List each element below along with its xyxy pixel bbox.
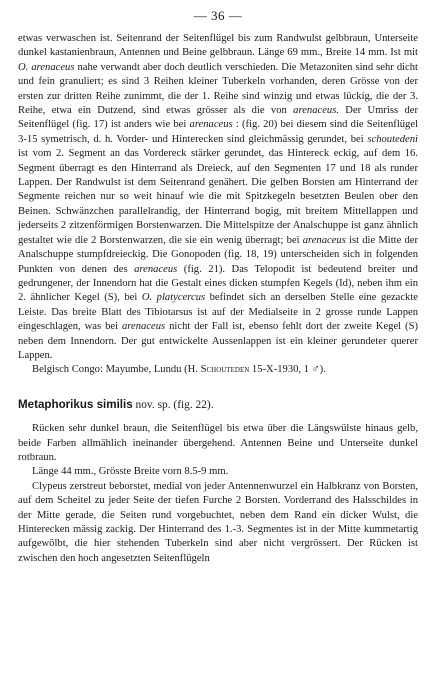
paragraph-measurements: Länge 44 mm., Grösste Breite vorn 8.5-9 mm. <box>32 466 229 478</box>
text-run: etwas verwaschen ist. Seitenrand der Seitenflügel bis zum Randwulst gelbbraun, Unterseite dunkel kastanienbraun, Antennen und Beine gelbbraun. Länge 69 mm., Breite 14 mm. Ist mit <box>18 33 418 59</box>
species-heading <box>18 398 418 412</box>
italic-taxon: arenaceus <box>302 234 346 246</box>
text-run: (fig. 21). Das Telopodit ist bedeutend breiter und gedrungener, der Innendorn hat die Gestalt eines dicken stumpfen Kegels (Id), neben ihm ein 2. ähnlicher Kegel (S), bei <box>18 263 418 304</box>
paragraph-coloration: Rücken sehr dunkel braun, die Seitenflügel bis etwa über die Längswülste hinaus gelb, beide Farben allmählich ineinander übergehend. Antennen Beine und Unterseite dunkel rotbraun. <box>18 423 418 463</box>
locality-date: 15-X-1930, 1 ♂). <box>249 364 326 376</box>
italic-taxon: arenaceus <box>134 263 178 275</box>
italic-taxon: O. arenaceus <box>18 61 75 73</box>
text-run: ist die Mitte der Analschuppe stumpfdreieckig. Die Gonopoden (fig. 18, 19) unterscheiden sich in folgenden Punkten von denen des <box>18 234 418 275</box>
italic-taxon: arenaceus <box>122 321 166 333</box>
italic-taxon: O. platycercus <box>141 292 206 304</box>
text-run: Der Umriss der Seitenflügel (fig. 17) ist anders wie bei <box>18 105 418 131</box>
text-run: ist vom 2. Segment an das Vordereck stärker gerundet, das Hintereck eckig, auf dem 16. Segment überragt es den Hinterrand als Dreieck, auf den Segmenten 17 und 18 als runder Lappen. Der Randwulst ist dem Seitenrand genähert. Die gelben Borsten am Hinterrand der Segmente reichen nur so weit hinauf wie die mit Spitzkegeln besetzten Beulen ober den Beinen. Schwänzchen parallelrandig, der Hinterrand bogig, mit breitem Mittellappen und jederseits 2 zitzenförmigen Borstenwarzen. Die Mittelspitze der Analschuppe ist ganz ähnlich gestaltet wie die 2 Borstenwarzen, die sie ein wenig überragt; bei <box>18 148 418 246</box>
collector-name: Schouteden <box>200 364 250 376</box>
italic-taxon: arenaceus. <box>293 105 339 117</box>
italic-taxon: arenaceus <box>189 119 233 131</box>
italic-taxon: schoutedeni <box>367 133 418 145</box>
text-run: nicht der Fall ist, ebenso fehlt dort der zweite Kegel (S) neben dem Innendorn. Der gut entwickelte Aussenlappen ist ein kleiner gerundeter querer Lappen. <box>18 321 419 361</box>
text-run: nahe verwandt aber doch deutlich verschieden. Die Metazoniten sind sehr dicht und fein granuliert; es sind 3 Reihen kleiner Tuberkeln vorhanden, deren Grösse von der ersten zur dritten Reihe zunimmt, die der 1. Reihe sind winzig und etwas lückig, die der 3. Reihe, etwa ein Dutzend, sind etwas grösser als die von <box>18 61 419 117</box>
species-name: Metaphorikus similis <box>18 397 133 411</box>
text-run: : (fig. 20) bei diesem sind die Seitenflügel 3-15 symetrisch, d. h. Vorder- und Hinterecken sind gleichmässig gerundet, bei <box>18 119 418 145</box>
body-text <box>18 32 418 566</box>
paragraph-description <box>18 32 418 363</box>
species-suffix: nov. sp. (fig. 22). <box>132 398 214 411</box>
page <box>18 8 418 566</box>
text-run: befindet sich an derselben Stelle eine gezackte Leiste. Das breite Blatt des Tibiotarsus ist auf der Medialseite in 2 grosse runde Lappen eingeschlagen, was bei <box>18 292 418 333</box>
paragraph-morphology: Clypeus zerstreut beborstet, medial von jeder Antennenwurzel ein Halbkranz von Borsten, auf dem Scheitel zu jeder Seite der tiefen Furche 2 Borsten. Vorderrand des Halsschildes in der Mitte gerade, die Seiten rund vorgebuchtet, neben dem Rand ein dicker Wulst, die Hinterecken mässig zackig. Der Hinterrand des 1.-3. Segmentes ist in der Mitte kummetartig aufgewölbt, die hier stehenden Tuberkeln sind aber nicht vergrössert. Der Rücken ist zwischen den hoch angesetzten Seitenflügeln <box>18 480 418 564</box>
locality-record <box>18 363 418 377</box>
locality-text: Belgisch Congo: Mayumbe, Lundu (H. <box>32 364 201 376</box>
page-number: — 36 — <box>193 8 243 23</box>
